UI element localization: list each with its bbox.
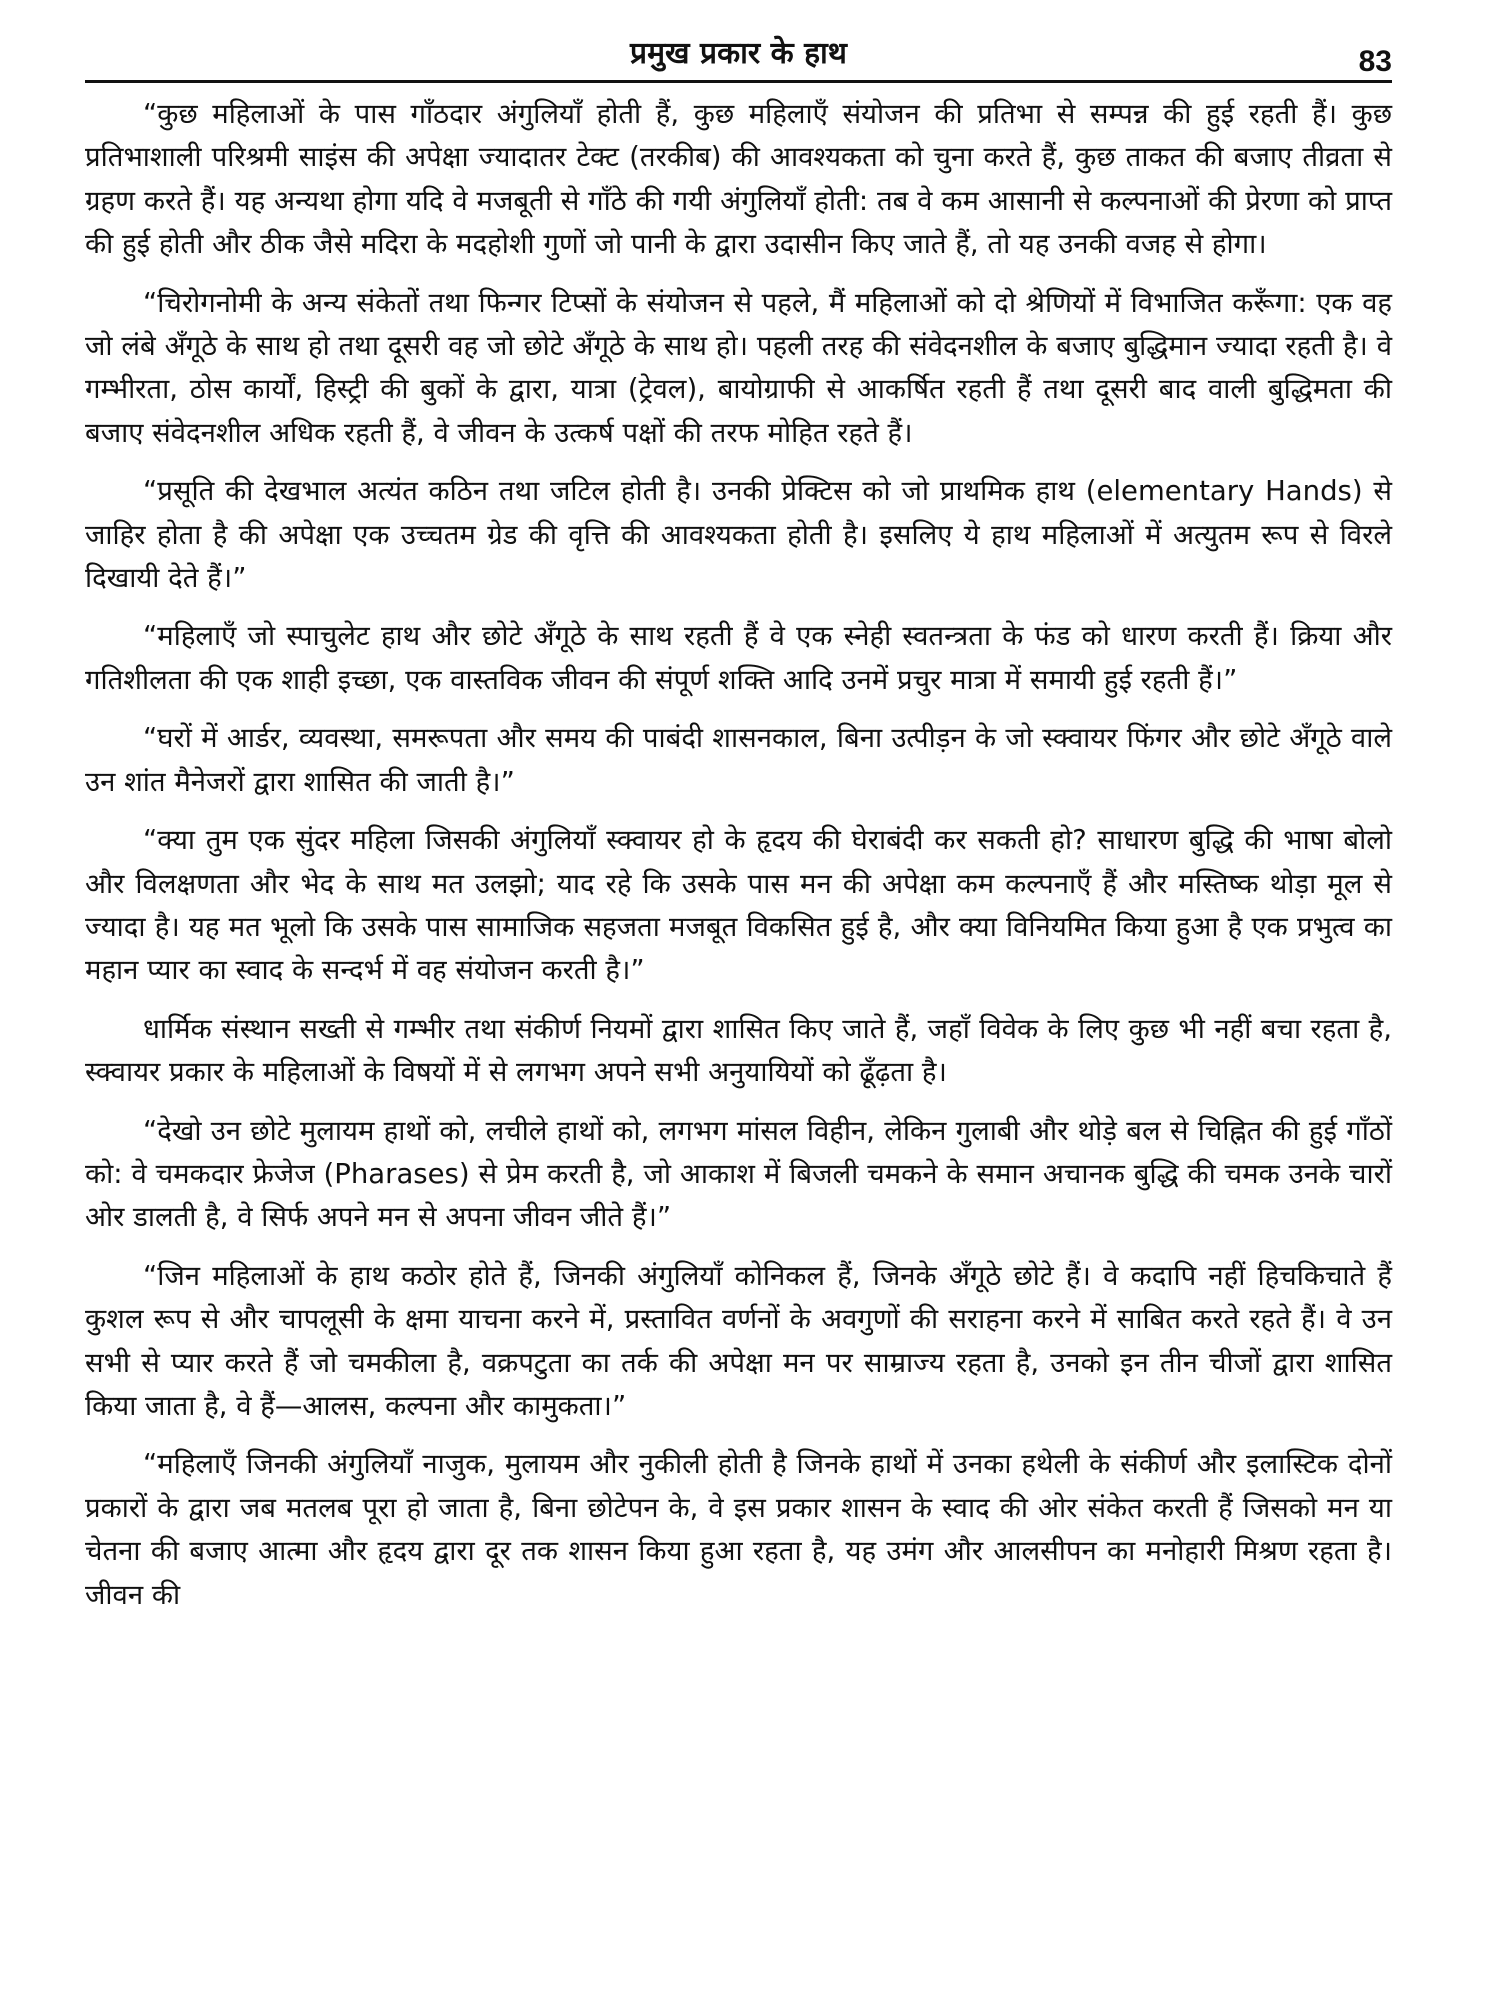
paragraph-1: “कुछ महिलाओं के पास गाँठदार अंगुलियाँ होती हैं, कुछ महिलाएँ संयोजन की प्रतिभा से सम्पन्न की हुई रहती हैं। कुछ प्रतिभाशाली परिश्रमी साइंस की अपेक्षा ज्यादातर टेक्ट (तरकीब) की आवश्यकता को चुना करते हैं, कुछ ताकत की बजाए तीव्रता से ग्रहण करते हैं। यह अन्यथा होगा यदि वे मजबूती से गाँठे की गयी अंगुलियाँ होती: तब वे कम आसानी से कल्पनाओं की प्रेरणा को प्राप्त की हुई होती और ठीक जैसे मदिरा के मदहोशी गुणों जो पानी के द्वारा उदासीन किए जाते हैं, तो यह उनकी वजह से होगा।	[85, 98, 1392, 261]
paragraph-3: “प्रसूति की देखभाल अत्यंत कठिन तथा जटिल होती है। उनकी प्रेक्टिस को जो प्राथमिक हाथ (elementary Hands) से जाहिर होता है की अपेक्षा एक उच्चतम ग्रेड की वृत्ति की आवश्यकता होती है। इसलिए ये हाथ महिलाओं में अत्युतम रूप से विरले दिखायी देते हैं।”	[85, 475, 1392, 595]
running-title: प्रमुख प्रकार के हाथ	[630, 36, 847, 71]
page-body	[85, 93, 1392, 1617]
paragraph-7: धार्मिक संस्थान सख्ती से गम्भीर तथा संकीर्ण नियमों द्वारा शासित किए जाते हैं, जहाँ विवेक के लिए कुछ भी नहीं बचा रहता है, स्क्वायर प्रकार के महिलाओं के विषयों में से लगभग अपने सभी अनुयायियों को ढूँढ़ता है।	[85, 1012, 1392, 1089]
page-number: 83	[1358, 45, 1392, 78]
paragraph-10: “महिलाएँ जिनकी अंगुलियाँ नाजुक, मुलायम और नुकीली होती है जिनके हाथों में उनका हथेली के संकीर्ण और इलास्टिक दोनों प्रकारों के द्वारा जब मतलब पूरा हो जाता है, बिना छोटेपन के, वे इस प्रकार शासन के स्वाद की ओर संकेत करती हैं जिसको मन या चेतना की बजाए आत्मा और हृदय द्वारा दूर तक शासन किया हुआ रहता है, यह उमंग और आलसीपन का मनोहारी मिश्रण रहता है। जीवन की	[85, 1448, 1392, 1611]
paragraph-6: “क्या तुम एक सुंदर महिला जिसकी अंगुलियाँ स्क्वायर हो के हृदय की घेराबंदी कर सकती हो? साधारण बुद्धि की भाषा बोलो और विलक्षणता और भेद के साथ मत उलझो; याद रहे कि उसके पास मन की अपेक्षा कम कल्पनाएँ हैं और मस्तिष्क थोड़ा मूल से ज्यादा है। यह मत भूलो कि उसके पास सामाजिक सहजता मजबूत विकसित हुई है, और क्या विनियमित किया हुआ है एक प्रभुत्व का महान प्यार का स्वाद के सन्दर्भ में वह संयोजन करती है।”	[85, 824, 1392, 987]
paragraph-9: “जिन महिलाओं के हाथ कठोर होते हैं, जिनकी अंगुलियाँ कोनिकल हैं, जिनके अँगूठे छोटे हैं। वे कदापि नहीं हिचकिचाते हैं कुशल रूप से और चापलूसी के क्षमा याचना करने में, प्रस्तावित वर्णनों के अवगुणों की सराहना करने में साबित करते रहते हैं। वे उन सभी से प्यार करते हैं जो चमकीला है, वक्रपटुता का तर्क की अपेक्षा मन पर साम्राज्य रहता है, उनको इन तीन चीजों द्वारा शासित किया जाता है, वे हैं—आलस, कल्पना और कामुकता।”	[85, 1259, 1392, 1422]
paragraph-8: “देखो उन छोटे मुलायम हाथों को, लचीले हाथों को, लगभग मांसल विहीन, लेकिन गुलाबी और थोड़े बल से चिह्नित की हुई गाँठों को: वे चमकदार फ्रेजेज (Pharases) से प्रेम करती है, जो आकाश में बिजली चमकने के समान अचानक बुद्धि की चमक उनके चारों ओर डालती है, वे सिर्फ अपने मन से अपना जीवन जीते हैं।”	[85, 1114, 1392, 1234]
paragraph-2: “चिरोगनोमी के अन्य संकेतों तथा फिन्गर टिप्सों के संयोजन से पहले, मैं महिलाओं को दो श्रेणियों में विभाजित करूँगा: एक वह जो लंबे अँगूठे के साथ हो तथा दूसरी वह जो छोटे अँगूठे के साथ हो। पहली तरह की संवेदनशील के बजाए बुद्धिमान ज्यादा रहती है। वे गम्भीरता, ठोस कार्यों, हिस्ट्री की बुकों के द्वारा, यात्रा (ट्रेवल), बायोग्राफी से आकर्षित रहती हैं तथा दूसरी बाद वाली बुद्धिमता की बजाए संवेदनशील अधिक रहती हैं, वे जीवन के उत्कर्ष पक्षों की तरफ मोहित रहते हैं।	[85, 286, 1393, 449]
paragraph-4: “महिलाएँ जो स्पाचुलेट हाथ और छोटे अँगूठे के साथ रहती हैं वे एक स्नेही स्वतन्त्रता के फंड को धारण करती हैं। क्रिया और गतिशीलता की एक शाही इच्छा, एक वास्तविक जीवन की संपूर्ण शक्ति आदि उनमें प्रचुर मात्रा में समायी हुई रहती हैं।”	[85, 620, 1392, 696]
paragraph-5: “घरों में आर्डर, व्यवस्था, समरूपता और समय की पाबंदी शासनकाल, बिना उत्पीड़न के जो स्क्वायर फिंगर और छोटे अँगूठे वाले उन शांत मैनेजरों द्वारा शासित की जाती है।”	[85, 722, 1392, 798]
page-header	[85, 0, 1392, 83]
